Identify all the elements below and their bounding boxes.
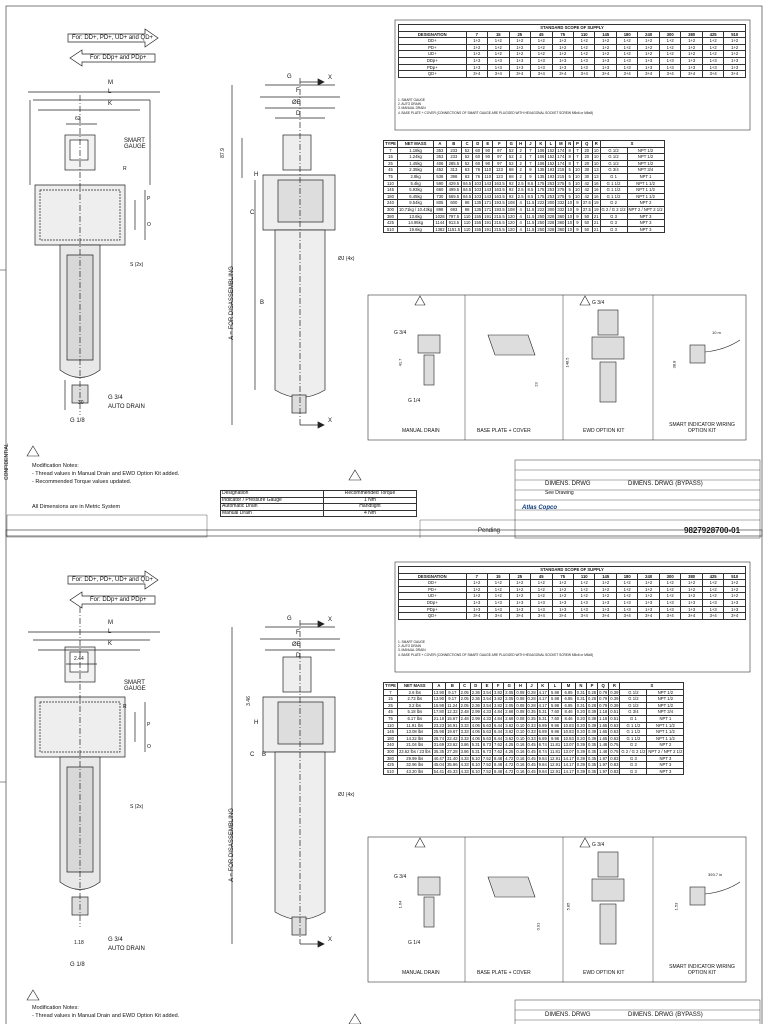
dim-label-a-2: A = FOR DISASSEMBLING [228,808,235,882]
scope-row: DD+ 1+2 1+2 1+2 1+2 1+2 1+2 1+2 1+2 1+2 1+2 1+2 1+2 1+2 [399,38,746,45]
document-number: 9827928700-01 [684,526,741,535]
detail-g14-2: G 1/4 [408,940,421,946]
caption-manual-drain: MANUAL DRAIN [402,428,440,434]
title-dimens: DIMENS. DRWG [545,481,591,487]
table-row: 425 32.96 lbs 45.04 35.96 4.33 6.10 7.52 8.48 4.72 0.16 0.45 9.84 12.91 14.17 0.39 0.35 1.97 0.83 G 3 NPT 3 [384,762,684,769]
torque-table: Designation Recommended Torque Indicator / Pressure Gauge 1 Nm Automatic Drain Handtight Manual Drain 4 Nm [220,490,417,517]
direction-label-ddp-plus-2: For: DDp+ and PDp+ [90,597,147,603]
scope-of-supply-table-2 [398,566,746,620]
dim-label-p-2: P [147,722,151,728]
dim-label-c-2: C [250,752,255,758]
detail-g34-b-2: G 3/4 [592,842,605,848]
dim-label-b: B [260,300,265,306]
scope-row: QD+ 3+4 3+4 3+4 3+4 3+4 3+4 3+4 3+4 3+4 3+4 3+4 3+4 3+4 [399,613,746,620]
detail-dim-23-2: 0.91 [535,922,541,931]
title-dimens-2: DIMENS. DRWG [545,1012,591,1018]
table-row: 15 2.73 lbs 13.90 9.17 2.05 2.36 3.54 3.82 2.05 0.08 0.28 4.17 5.98 6.85 0.31 0.28 0.79 0.39 G 1/2 NPT 1/2 [384,696,684,703]
scope-header-row: DESIGNATION 7 15 25 45 75 110 145 180 240 300 380 425 510 [399,31,746,38]
dim-label-k: K [108,101,113,107]
dim-label-c: C [250,210,255,216]
table-row: 7 1.18kg 353 233 52 60 90 97 52 2 7 106 152 174 8 7 20 10 G 1/2 NPT 1/2 [384,147,665,154]
dim-label-d-2: D [296,653,301,659]
scope-row: PD+ 1+2 1+2 1+2 1+2 1+2 1+2 1+2 1+2 1+2 1+2 1+2 1+2 1+2 [399,586,746,593]
confidential-mark: CONFIDENTIAL [4,443,10,480]
torque-row: Automatic Drain Handtight [221,504,417,511]
scope-row: UD+ 1+2 1+2 1+2 1+2 1+2 1+2 1+2 1+2 1+2 1+2 1+2 1+2 1+2 [399,593,746,600]
table-row: 510 19.6kg 1382 1151.5 110 155 191 215.5 120 4 11.5 250 328 360 10 9 50 21 G 3 NPT 3 [384,226,665,233]
dim-label-j: ØJ (4x) [338,256,355,262]
dims-header-row-2: TYPE NET MASS A B C D E F G H J K L M N P Q R S [384,683,684,690]
dimensions-table-imperial [383,682,684,775]
section-x-top: X [328,75,333,81]
table-row: 145 13.08 lbs 25.98 19.67 3.33 4.06 5.63 6.44 3.62 0.10 0.33 6.89 9.96 10.83 0.20 0.39 1.65 0.63 G 1 1/2 NPT 1 1/2 [384,729,684,736]
scope-body-2 [399,580,746,620]
torque-row: Indicator / Pressure Gauge 1 Nm [221,497,417,504]
detail-g14: G 1/4 [408,398,421,404]
modification-notes-1: Modification Notes: - Thread values in Manual Drain and EWD Option Kit added. - Recommended Torque values updated. [32,463,180,485]
dim-label-r-2: R [123,704,127,710]
label-g18: G 1/8 [70,418,85,424]
table-row: 145 5.93kg 660 499.5 84.5 103 143 163.5 92 2.5 8.5 175 253 275 5 10 42 16 G 1 1/2 NPT 1 1/2 [384,187,665,194]
dim-label-j-2: ØJ (4x) [338,792,355,798]
caption-ewd-kit-2: EWD OPTION KIT [583,970,625,976]
detail-dim-417-2: 1.64 [397,900,403,909]
status-value: Pending [478,528,501,534]
dim-label-h: H [254,172,259,178]
label-auto-drain-2: AUTO DRAIN [108,946,145,952]
table-row: 25 1.45kg 406 285.5 52 60 90 97 52 2 7 106 152 174 8 7 20 10 G 1/2 NPT 1/2 [384,160,665,167]
dim-label-m-2: M [108,620,113,626]
dim-label-o-2: O [147,744,151,750]
dim-label-width: 62 [75,116,81,122]
dim-label-h87: 87.9 [219,148,226,158]
table-row: 425 14.95kg 1144 913.5 110 155 191 215.5 120 4 11.5 250 328 360 10 9 50 21 G 3 NPT 3 [384,220,665,227]
table-row: 45 2.35kg 452 313 63 76 110 123 68 2 9 135 193 215 5 10 30 13 G 3/4 NPT 3/4 [384,167,665,174]
caption-base-plate-2: BASE PLATE + COVER [477,970,531,976]
detail-g34-a-2: G 3/4 [394,874,407,880]
detail-cable-length-2: 393.7 in [708,872,723,877]
direction-label-dd-plus-2: For: DD+, PD+, UD+ and QD+ [72,577,154,583]
table-row: 15 1.24kg 353 233 52 60 90 97 52 2 7 106 152 174 8 7 20 10 G 1/2 NPT 1/2 [384,154,665,161]
section-x-bottom: X [328,418,333,424]
dim-label-width-2: 2.44 [74,656,84,662]
detail-cable-length: 10 m [712,330,721,335]
dim-label-s-2: S (2x) [130,804,144,810]
dim-label-g: G [287,74,292,80]
scope-row: DDp+ 1+3 1+3 1+3 1+3 1+3 1+3 1+3 1+3 1+3 1+3 1+3 1+3 1+3 [399,57,746,64]
scope-row: PDp+ 1+3 1+3 1+3 1+3 1+3 1+3 1+3 1+3 1+3 1+3 1+3 1+3 1+3 [399,64,746,71]
scope-header-row: DESIGNATION 7 15 25 45 75 110 145 180 240 300 380 425 510 [399,573,746,580]
dims-body-imperial [384,689,684,775]
label-g34-2: G 3/4 [108,937,123,943]
caption-smart-indicator-2: SMART INDICATOR WIRING OPTION KIT [669,964,735,976]
table-row: 380 29.99 lbs 40.47 31.40 4.33 6.10 7.52 8.48 4.72 0.16 0.45 9.84 12.91 14.17 0.39 0.35 1.97 0.83 G 3 NPT 3 [384,755,684,762]
label-smart-gauge: SMART GAUGE [124,138,146,150]
caption-base-plate: BASE PLATE + COVER [477,428,531,434]
table-row: 7 2.6 lbs 13.90 9.17 2.05 2.36 3.54 3.82 2.05 0.08 0.28 4.17 5.98 6.85 0.31 0.28 0.79 0.39 G 1/2 NPT 1/2 [384,689,684,696]
dims-header-row: TYPE NET MASS A B C D E F G H J K L M N P Q R S [384,141,665,148]
detail-g34-a: G 3/4 [394,330,407,336]
table-row: 45 5.18 lbs 17.80 12.32 2.48 2.99 4.33 4.84 2.68 0.08 0.35 5.31 7.60 8.46 0.20 0.39 1.18 0.51 G 3/4 NPT 3/4 [384,709,684,716]
dim-label-l: L [108,89,112,95]
dim-label-l-2: L [108,629,112,635]
table-row: 300 23.62 lbs / 23 lbs 35.35 27.28 3.86 5.31 6.73 7.62 4.25 0.16 0.45 8.74 11.81 13.07 0.39 0.35 1.48 0.75 G 2 / G 2 1/2 NPT 2 / NPT 2 1/2 [384,748,684,755]
detail-dim-388-2: 1.53 [673,902,679,911]
dim-label-k-2: K [108,641,113,647]
dim-label-e: ØE [292,100,301,106]
dim-label-f-2: F [296,630,300,636]
detail-g34-b: G 3/4 [592,300,605,306]
scope-of-supply-table-1 [398,24,746,78]
dim-label-e-2: ØE [292,642,301,648]
scope-row: DDp+ 1+3 1+3 1+3 1+3 1+3 1+3 1+3 1+3 1+3 1+3 1+3 1+3 1+3 [399,599,746,606]
detail-dim-1485: 148.5 [564,357,570,368]
direction-label-dd-plus: For: DD+, PD+, UD+ and QD+ [72,35,154,41]
table-row: 510 43.20 lbs 54.41 45.33 4.33 6.10 7.52 8.48 4.72 0.16 0.45 9.84 12.91 14.17 0.39 0.35 1.97 0.83 G 3 NPT 3 [384,768,684,775]
label-smart-gauge-2: SMART GAUGE [124,680,146,692]
dim-label-g-2: G [287,616,292,622]
title-dimens-bypass: DIMENS. DRWG (BYPASS) [628,481,703,487]
modification-notes-2: Modification Notes: - Thread values in Manual Drain and EWD Option Kit added. [32,1005,180,1019]
dim-label-a: A = FOR DISASSEMBLING [228,266,235,340]
label-auto-drain: AUTO DRAIN [108,404,145,410]
title-see-drawing: See Drawing [545,490,574,496]
table-row: 380 13.6kg 1028 797.5 110 155 191 215.5 120 4 11.5 250 328 360 10 9 50 21 G 3 NPT 3 [384,213,665,220]
dimensions-table-metric [383,140,665,233]
dim-label-s: S (2x) [130,262,144,268]
scope-notes-1: 1. SMART GAUGE 2. AUTO DRAIN 3. MANUAL DRAIN 4. BASE PLATE + COVER (CONNECTIONS OF SMART GAUGE ARE PLUGGED WITH HEXAGONAL SOCKET SCREW M5x6 or M6x8) [398,98,594,115]
drawing-sheet-2 [0,512,768,1024]
table-row: 110 5.4kg 590 429.5 84.5 103 143 163.5 92 2.5 8.5 175 253 275 5 10 42 16 G 1 1/2 NPT 1 1/2 [384,180,665,187]
section-x-top-2: X [328,617,333,623]
detail-dim-417: 41.7 [397,358,403,367]
dims-body-metric [384,147,665,233]
label-g18-2: G 1/8 [70,962,85,968]
dim-label-h30: 30 [78,400,84,406]
dim-label-p: P [147,196,151,202]
dim-label-h87-2: 3.46 [245,696,252,706]
scope-notes-2: 1. SMART GAUGE 2. AUTO DRAIN 3. MANUAL DRAIN 4. BASE PLATE + COVER (CONNECTIONS OF SMART GAUGE ARE PLUGGED WITH HEXAGONAL SOCKET SCREW M5x6 or M6x8) [398,640,594,657]
label-g34: G 3/4 [108,395,123,401]
detail-dim-23: 23 [533,382,539,387]
dim-label-b-2: B [262,752,267,758]
table-row: 75 2.8kg 538 398 63 76 110 123 68 2 9 135 193 215 5 10 30 13 G 1 NPT 1 [384,173,665,180]
detail-dim-388: 38.8 [671,360,677,369]
title-dimens-bypass-2: DIMENS. DRWG (BYPASS) [628,1012,703,1018]
scope-row: QD+ 3+4 3+4 3+4 3+4 3+4 3+4 3+4 3+4 3+4 3+4 3+4 3+4 3+4 [399,71,746,78]
table-row: 240 21.04 lbs 31.69 23.62 3.86 5.31 6.73 7.62 4.25 0.16 0.45 8.74 11.81 13.07 0.39 0.35 1.48 0.75 G 2 NPT 2 [384,742,684,749]
section-x-bottom-2: X [328,937,333,943]
dim-label-f: F [296,88,300,94]
table-row: 110 11.91 lbs 23.23 16.91 3.33 4.06 5.63 6.44 3.62 0.10 0.33 6.89 9.96 10.83 0.20 0.39 1.65 0.63 G 1 1/2 NPT 1 1/2 [384,722,684,729]
dim-label-o: O [147,222,151,228]
scope-title: STANDARD SCOPE OF SUPPLY [399,25,746,32]
torque-row: Manual Drain 4 Nm [221,510,417,517]
metric-note: All Dimensions are in Metric System [32,504,121,510]
table-row: 25 3.2 lbs 15.98 11.24 2.05 2.36 3.54 3.82 2.05 0.08 0.28 4.17 5.98 6.85 0.31 0.28 0.79 0.39 G 1/2 NPT 1/2 [384,702,684,709]
scope-body [399,38,746,78]
scope-row: UD+ 1+2 1+2 1+2 1+2 1+2 1+2 1+2 1+2 1+2 1+2 1+2 1+2 1+2 [399,51,746,58]
caption-ewd-kit: EWD OPTION KIT [583,428,625,434]
detail-dim-1485-2: 5.85 [565,902,571,911]
dim-label-d: D [296,111,301,117]
scope-title-2: STANDARD SCOPE OF SUPPLY [399,567,746,574]
table-row: 300 10.71kg / 10.43kg 898 693 98 135 171 193.5 108 4 11.5 222 300 332 10 9 37.5 19 G 2 / G 2 1/2 NPT 2 / NPT 2 1/2 [384,206,665,213]
scope-row: PD+ 1+2 1+2 1+2 1+2 1+2 1+2 1+2 1+2 1+2 1+2 1+2 1+2 1+2 [399,44,746,51]
scope-row: PDp+ 1+3 1+3 1+3 1+3 1+3 1+3 1+3 1+3 1+3 1+3 1+3 1+3 1+3 [399,606,746,613]
dim-label-h30-2: 1.18 [74,940,84,946]
dim-label-h-2: H [254,720,259,726]
scope-row: DD+ 1+2 1+2 1+2 1+2 1+2 1+2 1+2 1+2 1+2 1+2 1+2 1+2 1+2 [399,580,746,587]
caption-smart-indicator: SMART INDICATOR WIRING OPTION KIT [669,422,735,434]
table-row: 180 14.22 lbs 28.74 22.42 3.33 4.06 5.63 6.44 3.62 0.10 0.33 6.89 9.96 10.83 0.20 0.39 1.65 0.63 G 1 1/2 NPT 1 1/2 [384,735,684,742]
caption-manual-drain-2: MANUAL DRAIN [402,970,440,976]
table-row: 240 9.54kg 805 600 98 135 171 193.5 108 4 11.5 222 300 332 10 9 37.5 19 G 2 NPT 2 [384,200,665,207]
direction-label-ddp-plus: For: DDp+ and PDp+ [90,55,147,61]
dim-label-m: M [108,80,113,86]
table-row: 75 6.17 lbs 21.18 15.67 2.48 2.99 4.33 4.84 2.68 0.08 0.35 5.31 7.60 8.46 0.20 0.39 1.18 0.51 G 1 NPT 1 [384,715,684,722]
brand-logo: Atlas Copco [522,505,558,511]
dim-label-r: R [123,166,127,172]
table-row: 180 6.45kg 730 569.5 84.5 103 143 163.5 92 2.5 8.5 175 253 275 5 10 42 16 G 1 1/2 NPT 1 1/2 [384,193,665,200]
